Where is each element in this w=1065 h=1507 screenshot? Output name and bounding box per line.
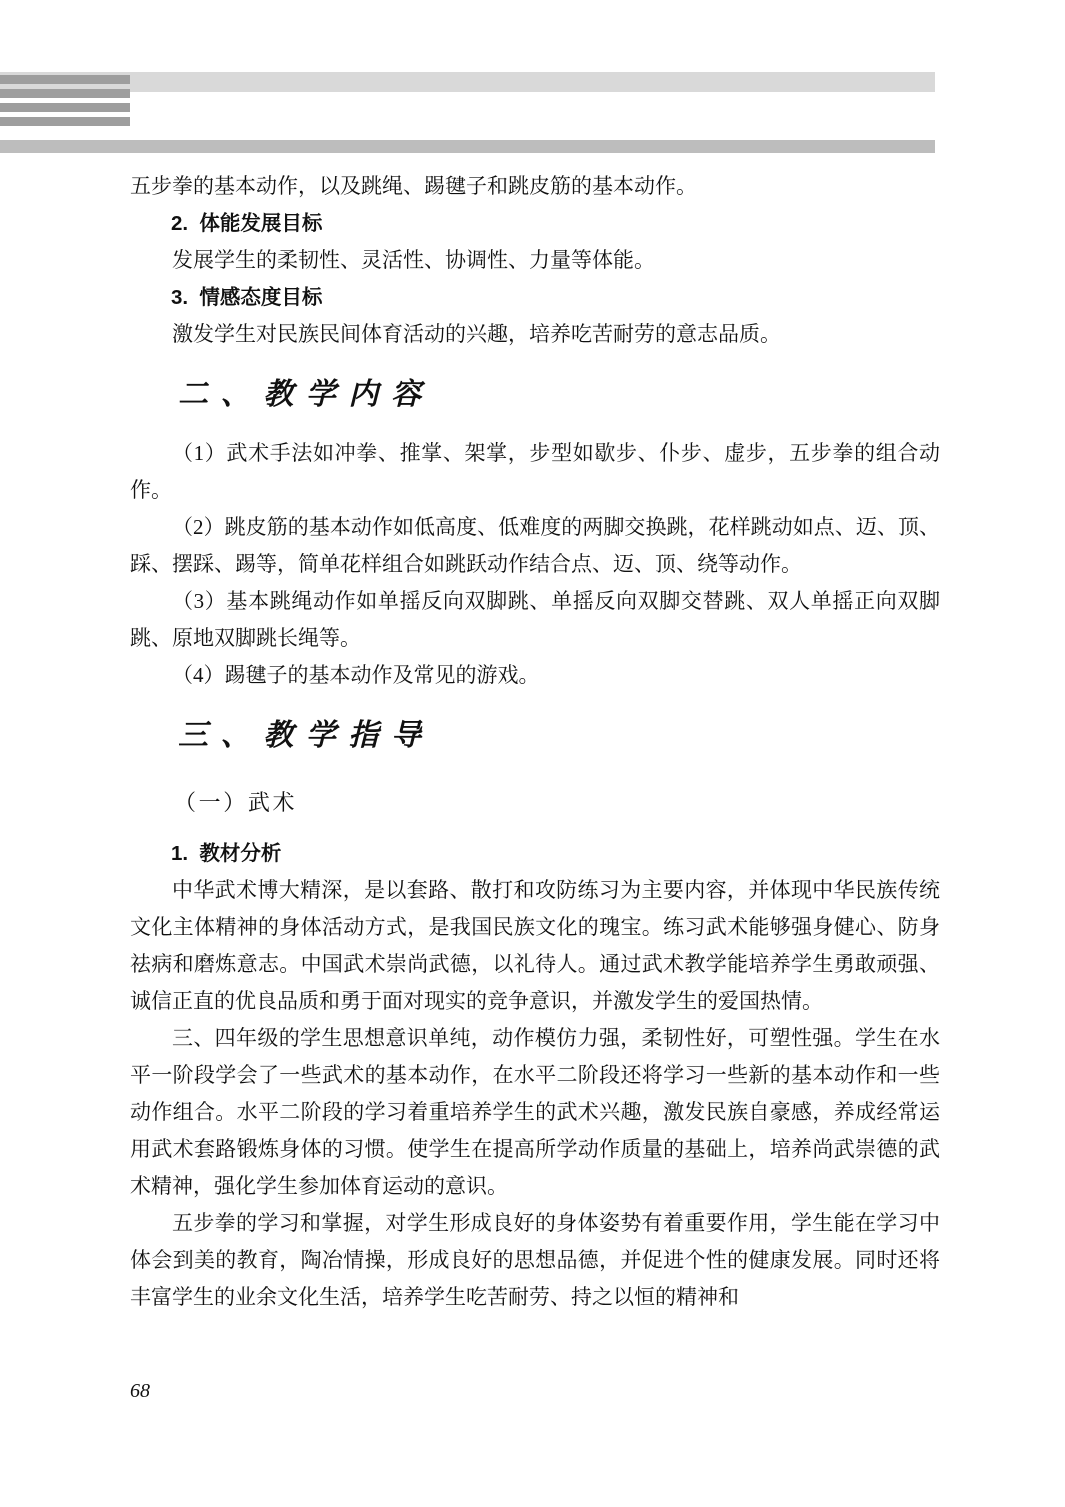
analysis-paragraph-2: 三、四年级的学生思想意识单纯，动作模仿力强，柔韧性好，可塑性强。学生在水平一阶段学会了一些武术的基本动作，在水平二阶段还将学习一些新的基本动作和一些动作组合。水平二阶段的学习着重培养学生的武术兴趣，激发民族自豪感，养成经常运用武术套路锻炼身体的习惯。使学生在提高所学动作质量的基础上，培养尚武崇德的武术精神，强化学生参加体育运动的意识。 [130,1026,940,1198]
continuation-paragraph: 五步拳的基本动作，以及跳绳、踢毽子和跳皮筋的基本动作。 [130,174,697,198]
objective-3-body: 激发学生对民族民间体育活动的兴趣，培养吃苦耐劳的意志品质。 [172,322,781,346]
objective-2-heading [130,205,940,242]
header-decoration-stripes [0,75,130,131]
header-decoration-bar-light [0,72,935,92]
page-number: 68 [130,1380,150,1402]
subsection-wushu: （一）武术 [174,790,298,815]
header-decoration-bar-mid [0,140,935,153]
analysis-paragraph-3: 五步拳的学习和掌握，对学生形成良好的身体姿势有着重要作用，学生能在学习中体会到美的教育，陶冶情操，形成良好的思想品德，并促进个性的健康发展。同时还将丰富学生的业余文化生活，培养学生吃苦耐劳、持之以恒的精神和 [130,1211,940,1309]
content-item-4: （4）踢毽子的基本动作及常见的游戏。 [172,663,540,687]
analysis-title: 教材分析 [199,842,282,865]
analysis-heading [130,835,940,872]
objective-2-title: 体能发展目标 [199,212,323,235]
header-stripe [0,89,130,98]
objective-2-body: 发展学生的柔韧性、灵活性、协调性、力量等体能。 [172,248,655,272]
content-item-3: （3）基本跳绳动作如单摇反向双脚跳、单摇反向双脚交替跳、双人单摇正向双脚跳、原地双脚跳长绳等。 [130,589,940,650]
section-three-heading: 三、教学指导 [178,719,434,752]
header-stripe [0,117,130,126]
header-stripe [0,103,130,112]
objective-2-number: 2. [171,212,189,235]
analysis-number: 1. [171,842,189,865]
header-stripe [0,75,130,84]
content-item-2: （2）跳皮筋的基本动作如低高度、低难度的两脚交换跳，花样跳动如点、迈、顶、踩、摆踩、踢等，简单花样组合如跳跃动作结合点、迈、顶、绕等动作。 [130,515,940,576]
analysis-paragraph-1: 中华武术博大精深，是以套路、散打和攻防练习为主要内容，并体现中华民族传统文化主体精神的身体活动方式，是我国民族文化的瑰宝。练习武术能够强身健心、防身祛病和磨炼意志。中国武术崇尚武德，以礼待人。通过武术教学能培养学生勇敢顽强、诚信正直的优良品质和勇于面对现实的竞争意识，并激发学生的爱国热情。 [130,878,940,1013]
section-two-heading: 二、教学内容 [178,378,434,411]
page-content [130,168,940,1316]
content-item-1: （1）武术手法如冲拳、推掌、架掌，步型如歇步、仆步、虚步，五步拳的组合动作。 [130,441,940,502]
objective-3-title: 情感态度目标 [199,286,323,309]
objective-3-heading [130,279,940,316]
objective-3-number: 3. [171,286,189,309]
